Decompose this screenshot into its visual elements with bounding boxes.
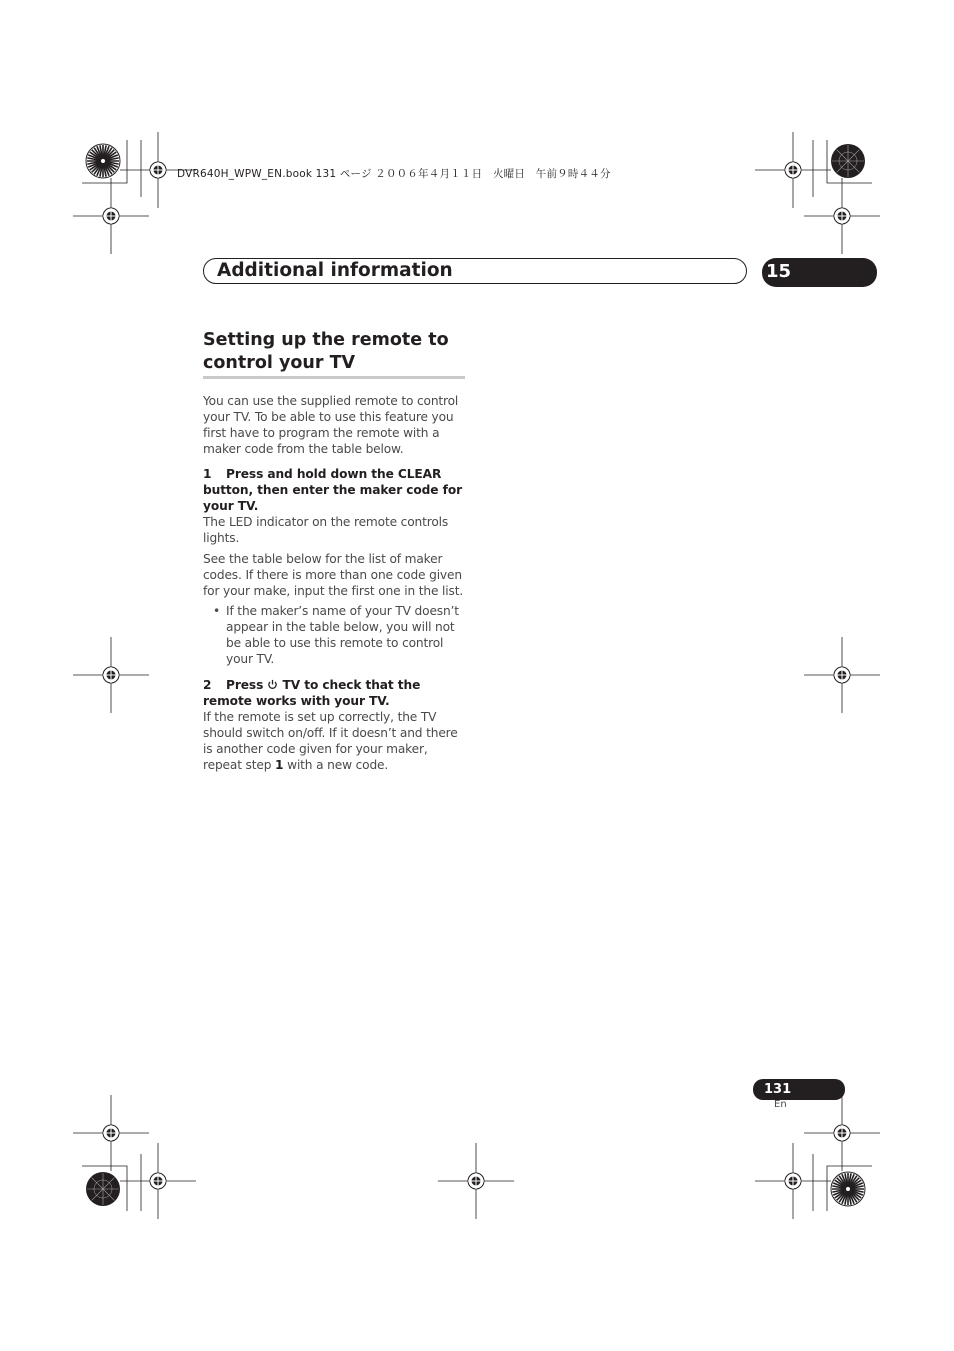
step-1-number: 1 <box>203 467 212 481</box>
section-heading: Setting up the remote to control your TV <box>203 330 449 373</box>
step-2-result <box>203 709 465 773</box>
step-2-result-end: with a new code. <box>287 758 389 772</box>
step-1-result: The LED indicator on the remote controls lights. <box>203 515 449 545</box>
step-2-number: 2 <box>203 678 212 692</box>
print-slug-line: DVR640H_WPW_EN.book 131 ページ ２００６年４月１１日 火曜日 午前９時４４分 <box>177 168 611 180</box>
page-number: 131 <box>764 1082 792 1097</box>
step-2-instruction <box>203 677 465 709</box>
chapter-title: Additional information <box>217 260 453 281</box>
step-reference: 1 <box>275 758 284 772</box>
step-2-result-text: If the remote is set up correctly, the TV should switch on/off. If it doesn’t and there is another code given for your maker, repeat step <box>203 710 458 772</box>
chapter-number: 15 <box>766 261 792 282</box>
intro-paragraph: You can use the supplied remote to control your TV. To be able to use this feature you first have to program the remote with a maker code from the table below. <box>203 394 459 456</box>
list-item <box>213 603 465 667</box>
bullet-text: If the maker’s name of your TV doesn’t appear in the table below, you will not be able to use this remote to control your TV. <box>226 604 459 666</box>
step-1-text: Press and hold down the CLEAR button, then enter the maker code for your TV. <box>203 467 462 513</box>
step-1-note: See the table below for the list of maker codes. If there is more than one code given for your make, input the first one in the list. <box>203 552 464 598</box>
step-2-press: Press <box>226 678 264 692</box>
step-2-text: TV to check that the remote works with your TV. <box>203 678 421 708</box>
power-icon <box>267 679 278 690</box>
step-1-instruction <box>203 466 465 514</box>
language-code: En <box>774 1099 787 1110</box>
bullet-dot: • <box>213 604 221 618</box>
heading-rule <box>203 376 465 379</box>
